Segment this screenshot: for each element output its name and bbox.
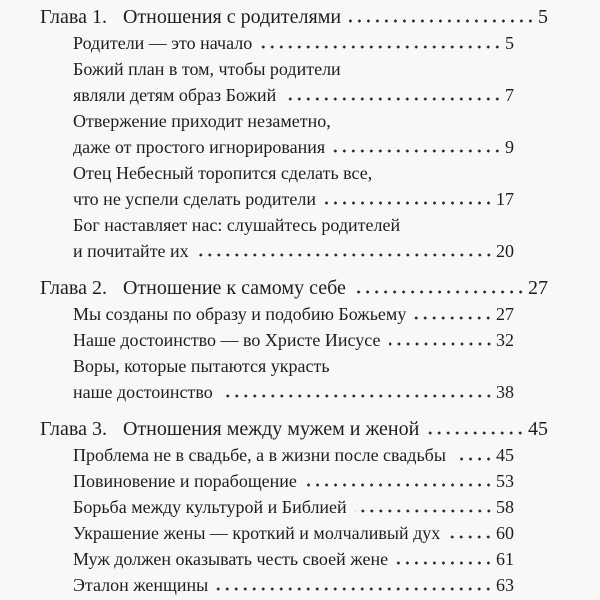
item-title-line-1: Божий план в том, чтобы родители <box>73 59 341 79</box>
dot-leader <box>389 342 494 346</box>
page-number: 7 <box>505 85 514 105</box>
dot-leader <box>414 316 493 320</box>
toc-item-row-wrap-first <box>73 212 514 238</box>
dot-leader <box>349 19 535 23</box>
toc-item-row-wrap-first <box>73 353 514 379</box>
chapter-label: Глава 3. <box>40 418 107 440</box>
item-title-line-1: Бог наставляет нас: слушайтесь родителей <box>73 215 401 235</box>
item-title: Эталон женщины <box>73 575 209 595</box>
item-title-line-2: даже от простого игнорирования <box>73 137 326 157</box>
chapter-label: Глава 2. <box>40 277 107 299</box>
item-title: Украшение жены — кроткий и молчаливый дух <box>73 523 441 543</box>
page-number: 5 <box>538 6 548 28</box>
page-number: 9 <box>505 137 514 157</box>
item-title: Повиновение и порабощение <box>73 471 297 491</box>
page-number: 45 <box>496 445 514 465</box>
toc-item-row <box>73 30 514 56</box>
chapter-title: Отношение к самому себе <box>122 277 346 299</box>
dot-leader <box>284 97 502 101</box>
item-title-line-1: Отец Небесный торопится сделать все, <box>73 163 373 183</box>
toc-item-row <box>73 442 514 468</box>
dot-leader <box>355 509 493 513</box>
item-title: Борьба между культурой и Библией <box>73 497 347 517</box>
toc-item-row-wrap-last <box>73 379 514 405</box>
toc-item-row-wrap-first <box>73 160 514 186</box>
toc-item-row-wrap-last <box>73 186 514 212</box>
toc-item-row <box>73 301 514 327</box>
dot-leader <box>333 149 502 153</box>
page-number: 58 <box>496 497 514 517</box>
page-number: 32 <box>496 330 514 350</box>
chapter-title: Отношения с родителями <box>122 6 342 28</box>
page-number: 53 <box>496 471 514 491</box>
item-title-line-2: наше достоинство <box>73 382 213 402</box>
page-number: 20 <box>496 241 514 261</box>
dot-leader <box>448 535 493 539</box>
item-title-line-1: Воры, которые пытаются украсть <box>73 356 330 376</box>
page-number: 5 <box>505 33 514 53</box>
page-number: 60 <box>496 523 514 543</box>
item-title: Наше достоинство — во Христе Иисусе <box>73 330 381 350</box>
dot-leader <box>324 201 493 205</box>
dot-leader <box>427 431 525 435</box>
toc-item-row <box>73 572 514 598</box>
item-title: Мы созданы по образу и подобию Божьему <box>73 304 407 324</box>
dot-leader <box>396 561 493 565</box>
item-title: Муж должен оказывать честь своей жене <box>73 549 389 569</box>
toc-item-row-wrap-first <box>73 56 514 82</box>
toc-chapter-row-2 <box>40 275 548 301</box>
item-title-line-2: являли детям образ Божий <box>73 85 277 105</box>
page-number: 63 <box>496 575 514 595</box>
item-title-line-1: Отвержение приходит незаметно, <box>73 111 331 131</box>
item-title-line-2: что не успели сделать родители <box>73 189 316 209</box>
page-number: 27 <box>528 277 548 299</box>
toc-item-row <box>73 520 514 546</box>
page-number: 45 <box>528 418 548 440</box>
item-title: Проблема не в свадьбе, а в жизни после свадьбы <box>73 445 446 465</box>
toc-item-row <box>73 546 514 572</box>
dot-leader <box>454 457 493 461</box>
page-number: 38 <box>496 382 514 402</box>
dot-leader <box>305 483 493 487</box>
item-title-line-2: и почитайте их <box>73 241 189 261</box>
toc-item-row <box>73 468 514 494</box>
item-title: Родители — это начало <box>73 33 253 53</box>
toc-item-row <box>73 494 514 520</box>
toc-item-row <box>73 327 514 353</box>
toc-chapter-row-1 <box>40 4 548 30</box>
page-number: 61 <box>496 549 514 569</box>
page-number: 17 <box>496 189 514 209</box>
toc-item-row-wrap-last <box>73 82 514 108</box>
page-number: 27 <box>496 304 514 324</box>
chapter-label: Глава 1. <box>40 6 107 28</box>
toc-chapter-row-3 <box>40 416 548 442</box>
dot-leader <box>221 394 493 398</box>
toc-item-row-wrap-last <box>73 238 514 264</box>
chapter-title: Отношения между мужем и женой <box>122 418 420 440</box>
dot-leader <box>354 290 525 294</box>
dot-leader <box>197 253 493 257</box>
toc-item-row-wrap-last <box>73 134 514 160</box>
dot-leader <box>260 45 502 49</box>
toc-item-row-wrap-first <box>73 108 514 134</box>
dot-leader <box>216 587 493 591</box>
